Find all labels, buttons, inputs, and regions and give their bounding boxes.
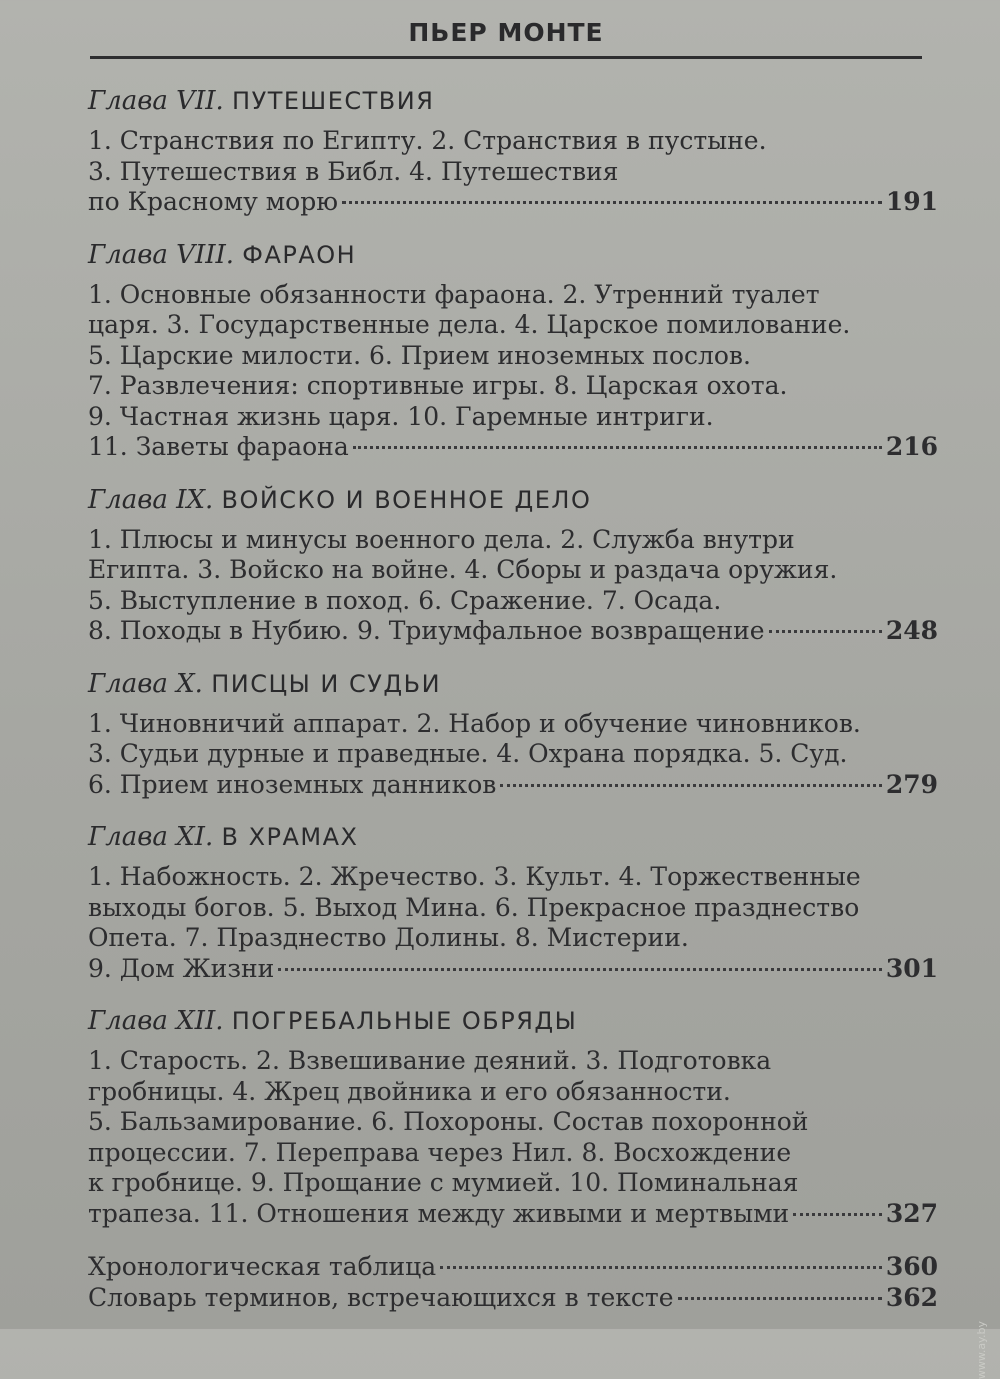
running-head: ПЬЕР МОНТЕ	[408, 18, 604, 47]
dot-leader	[342, 201, 882, 204]
dot-leader	[678, 1297, 882, 1300]
page-number: 362	[885, 1283, 938, 1312]
chapter-label: Глава VII.	[88, 86, 224, 116]
chapter-label: Глава XII.	[88, 1006, 224, 1036]
toc-line: к гробнице. 9. Прощание с мумией. 10. Поминальная	[88, 1168, 799, 1197]
toc-line: трапеза. 11. Отношения между живыми и мертвыми	[88, 1198, 790, 1228]
toc-line: 1. Чиновничий аппарат. 2. Набор и обучение чиновников.	[88, 708, 861, 738]
chapter-label: Глава X.	[88, 668, 203, 699]
toc-entry	[88, 187, 938, 218]
chapter-12	[88, 1006, 938, 1229]
back-matter	[88, 1251, 938, 1313]
toc-line: по Красному морю	[88, 187, 338, 216]
chapter-name: ВОЙСКО И ВОЕННОЕ ДЕЛО	[221, 485, 592, 514]
toc-line: 3. Судьи дурные и праведные. 4. Охрана порядка. 5. Суд.	[88, 739, 848, 768]
dot-leader	[769, 630, 882, 633]
toc-entry	[88, 954, 938, 985]
toc-line: Хронологическая таблица	[88, 1252, 437, 1281]
toc-line: 11. Заветы фараона	[88, 432, 349, 461]
chapter-name: ПИСЦЫ И СУДЬИ	[211, 669, 442, 698]
toc-line: 1. Основные обязанности фараона. 2. Утренний туалет	[88, 279, 820, 309]
toc-entry	[88, 616, 938, 647]
chapter-11	[88, 822, 938, 984]
toc-line: 8. Походы в Нубию. 9. Триумфальное возвращение	[88, 616, 765, 645]
chapter-8	[88, 240, 938, 463]
toc-entry	[88, 432, 938, 463]
toc-line: гробницы. 4. Жрец двойника и его обязанности.	[88, 1076, 731, 1106]
toc-line: процессии. 7. Переправа через Нил. 8. Восхождение	[88, 1137, 792, 1167]
dot-leader	[440, 1266, 882, 1269]
chapter-label: Глава IX.	[88, 484, 214, 515]
table-of-contents	[88, 86, 938, 1313]
toc-line: Опета. 7. Празднество Долины. 8. Мистерии.	[88, 923, 689, 952]
chapter-9	[88, 485, 938, 647]
toc-line: 6. Прием иноземных данников	[88, 769, 497, 799]
toc-entry	[88, 1199, 938, 1230]
toc-line: 1. Плюсы и минусы военного дела. 2. Служба внутри	[88, 524, 795, 554]
dot-leader	[278, 968, 882, 971]
toc-line: 1. Странствия по Египту. 2. Странствия в пустыне.	[88, 126, 767, 155]
chapter-7	[88, 86, 938, 218]
toc-line: Египта. 3. Войско на войне. 4. Сборы и раздача оружия.	[88, 555, 838, 584]
toc-line: царя. 3. Государственные дела. 4. Царское помилование.	[88, 310, 851, 339]
chapter-title	[88, 1006, 938, 1036]
toc-line: Словарь терминов, встречающихся в тексте	[88, 1283, 674, 1312]
chapter-label: Глава XI.	[88, 822, 214, 852]
toc-line: 7. Развлечения: спортивные игры. 8. Царская охота.	[88, 371, 788, 400]
toc-entry	[88, 1282, 938, 1313]
dot-leader	[793, 1213, 882, 1216]
chapter-title	[88, 240, 938, 270]
chapter-title	[88, 669, 938, 699]
page-number: 191	[885, 187, 938, 216]
toc-line: 9. Дом Жизни	[88, 953, 275, 983]
toc-line: выходы богов. 5. Выход Мина. 6. Прекрасное празднество	[88, 892, 860, 922]
toc-line: 5. Бальзамирование. 6. Похороны. Состав похоронной	[88, 1107, 809, 1136]
page-number: 279	[885, 769, 938, 799]
chapter-label: Глава VIII.	[88, 239, 235, 270]
chapter-name: В ХРАМАХ	[221, 823, 359, 851]
toc-line: 9. Частная жизнь царя. 10. Гаремные интриги.	[88, 401, 714, 431]
watermark: www.ay.by	[975, 1321, 988, 1379]
toc-entry	[88, 1251, 938, 1282]
chapter-title	[88, 86, 938, 116]
dot-leader	[500, 784, 881, 787]
header-rule	[90, 56, 922, 59]
page-number: 248	[885, 616, 938, 645]
toc-line: 5. Выступление в поход. 6. Сражение. 7. Осада.	[88, 585, 722, 615]
page-number: 216	[885, 432, 938, 461]
toc-line: 3. Путешествия в Библ. 4. Путешествия	[88, 156, 619, 186]
chapter-title	[88, 485, 938, 515]
chapter-name: ПУТЕШЕСТВИЯ	[232, 87, 435, 115]
toc-line: 1. Старость. 2. Взвешивание деяний. 3. Подготовка	[88, 1046, 772, 1075]
dot-leader	[353, 446, 882, 449]
toc-entry	[88, 770, 938, 801]
chapter-name: ФАРАОН	[242, 240, 357, 269]
toc-line: 1. Набожность. 2. Жречество. 3. Культ. 4. Торжественные	[88, 862, 861, 891]
page-number: 360	[885, 1252, 938, 1281]
toc-line: 5. Царские милости. 6. Прием иноземных послов.	[88, 340, 751, 370]
chapter-title	[88, 822, 938, 852]
chapter-10	[88, 669, 938, 801]
page-number: 327	[885, 1198, 938, 1228]
chapter-name: ПОГРЕБАЛЬНЫЕ ОБРЯДЫ	[231, 1007, 578, 1035]
page-number: 301	[885, 953, 938, 983]
